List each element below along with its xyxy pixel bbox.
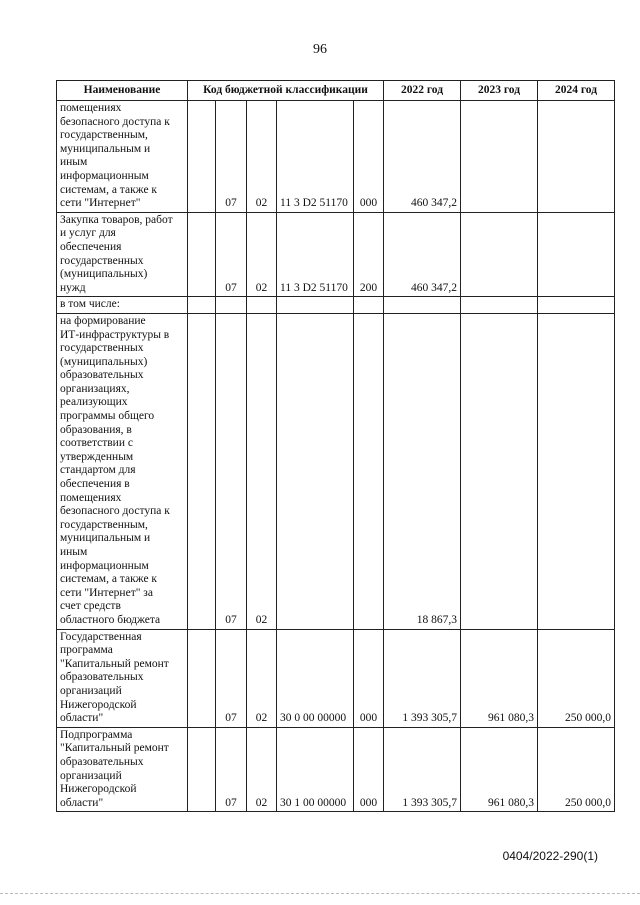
document-code: 0404/2022-290(1) [502,849,598,863]
row-value-2022: 460 347,2 [384,101,461,213]
table-header-row [57,81,615,101]
row-empty-col [188,101,216,213]
table-row [57,313,615,629]
table-row [57,297,615,314]
row-value-2022: 1 393 305,7 [384,629,461,727]
row-value-2023 [461,212,538,297]
table-row [57,101,615,213]
row-value-2022: 460 347,2 [384,212,461,297]
row-empty-col [188,629,216,727]
row-target-code: 30 0 00 00000 [277,629,354,727]
row-subsection: 02 [247,212,277,297]
row-value-2024 [538,212,615,297]
table-row [57,629,615,727]
row-subsection: 02 [247,629,277,727]
header-classification: Код бюджетной классификации [188,81,384,101]
row-subsection: 02 [247,727,277,812]
header-2023: 2023 год [461,81,538,101]
row-empty-col [188,212,216,297]
budget-table [56,80,615,812]
row-target-code: 30 1 00 00000 [277,727,354,812]
row-section: 07 [216,212,247,297]
table-row [57,212,615,297]
row-value-2023 [461,101,538,213]
row-section: 07 [216,101,247,213]
row-value-2023 [461,313,538,629]
row-target-code: 11 3 D2 51170 [277,212,354,297]
row-value-2022: 18 867,3 [384,313,461,629]
row-expense-type: 000 [354,629,384,727]
row-expense-type [354,297,384,314]
row-value-2024 [538,101,615,213]
row-name: на формирование ИТ-инфраструктуры в государственных (муниципальных) образовательных организациях, реализующих программы общего образования, в соответствии с утвержденным стандартом для обеспечения в помещениях безопасного доступа к государственным, муниципальным и иным информационным системам, а также к сети "Интернет" за счет средств областного бюджета [57,313,188,629]
row-name: помещениях безопасного доступа к государственным, муниципальным и иным информационным системам, а также к сети "Интернет" [57,101,188,213]
row-section [216,297,247,314]
row-target-code: 11 3 D2 51170 [277,101,354,213]
row-value-2024: 250 000,0 [538,629,615,727]
row-section: 07 [216,727,247,812]
row-value-2023: 961 080,3 [461,727,538,812]
row-value-2023 [461,297,538,314]
row-empty-col [188,727,216,812]
row-value-2022 [384,297,461,314]
row-empty-col [188,297,216,314]
row-name: Государственная программа "Капитальный ремонт образовательных организаций Нижегородской области" [57,629,188,727]
row-expense-type: 200 [354,212,384,297]
scan-edge-line [0,893,640,894]
row-value-2024 [538,297,615,314]
table-row [57,727,615,812]
row-value-2022: 1 393 305,7 [384,727,461,812]
row-expense-type: 000 [354,727,384,812]
page-number: 96 [313,42,327,57]
row-name: Подпрограмма "Капитальный ремонт образовательных организаций Нижегородской области" [57,727,188,812]
row-section: 07 [216,629,247,727]
row-subsection [247,297,277,314]
row-empty-col [188,313,216,629]
row-name: Закупка товаров, работ и услуг для обеспечения государственных (муниципальных) нужд [57,212,188,297]
row-subsection: 02 [247,101,277,213]
row-section: 07 [216,313,247,629]
header-name: Наименование [57,81,188,101]
row-value-2024: 250 000,0 [538,727,615,812]
row-value-2023: 961 080,3 [461,629,538,727]
row-subsection: 02 [247,313,277,629]
header-2024: 2024 год [538,81,615,101]
row-expense-type: 000 [354,101,384,213]
row-target-code [277,297,354,314]
row-value-2024 [538,313,615,629]
row-expense-type [354,313,384,629]
header-2022: 2022 год [384,81,461,101]
row-name: в том числе: [57,297,188,314]
row-target-code [277,313,354,629]
